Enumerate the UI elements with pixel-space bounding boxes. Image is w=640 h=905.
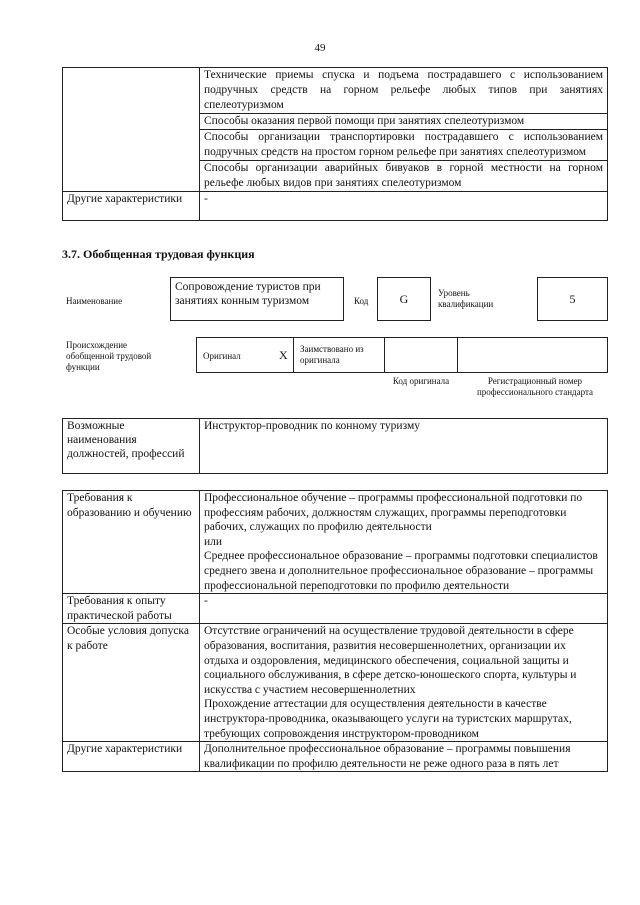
level-box: 5 — [537, 277, 608, 321]
table-row — [63, 491, 608, 594]
education-text-1: Профессиональное обучение – программы профессиональной подготовки по профессиям рабочих, должностям служащих, программы переподготовки рабочих, служащих по профилю деятельности — [204, 492, 583, 534]
table-row — [63, 192, 608, 221]
empty-label-cell — [63, 68, 200, 192]
table-row — [63, 419, 608, 474]
other-characteristics-label: Другие характеристики — [63, 192, 200, 221]
function-name-box: Сопровождение туристов при занятиях конным туризмом — [170, 277, 344, 321]
original-label: Оригинал — [203, 351, 241, 361]
special-conditions-value — [200, 624, 608, 742]
top-continuation-table — [62, 67, 608, 221]
table-cell: Способы организации транспортировки пострадавшего с использованием подручных средств на простом горном рельефе при занятиях спелеотуризмом — [200, 130, 608, 161]
table-row — [63, 68, 608, 114]
table-row — [63, 742, 608, 772]
occupations-label: Возможные наименования должностей, профессий — [63, 419, 200, 474]
education-label: Требования к образованию и обучению — [63, 491, 200, 594]
education-text-2: Среднее профессиональное образование – программы подготовки специалистов среднего звена и дополнительное профессиональное образование – программы профессиональной переподготовки по профилю деятельности — [204, 550, 598, 592]
occupations-table — [62, 418, 608, 474]
section-title: 3.7. Обобщенная трудовая функция — [62, 247, 255, 261]
requirements-table — [62, 490, 608, 772]
occupations-value: Инструктор-проводник по конному туризму — [200, 419, 608, 474]
code-original-caption: Код оригинала — [392, 376, 450, 386]
other-characteristics-value: Дополнительное профессиональное образование – программы повышения квалификации по профилю деятельности не реже одного раза в пять лет — [200, 742, 608, 772]
borrowed-label: Заимствовано из оригинала — [300, 344, 364, 365]
name-label: Наименование — [66, 296, 123, 306]
table-cell: Способы оказания первой помощи при занятиях спелеотуризмом — [200, 114, 608, 130]
page-number: 49 — [314, 42, 326, 54]
table-row — [63, 624, 608, 742]
code-box: G — [377, 277, 431, 321]
original-box — [196, 337, 294, 373]
experience-label: Требования к опыту практической работы — [63, 594, 200, 624]
code-original-box — [384, 337, 458, 373]
education-value — [200, 491, 608, 594]
reg-number-box — [457, 337, 608, 373]
education-or: или — [204, 535, 223, 548]
level-label: Уровень квалификации — [438, 288, 494, 309]
other-characteristics-value: - — [200, 192, 608, 221]
experience-value: - — [200, 594, 608, 624]
table-row — [63, 594, 608, 624]
other-characteristics-label: Другие характеристики — [63, 742, 200, 772]
special-conditions-text-1: Отсутствие ограничений на осуществление трудовой деятельности в сфере образования, воспитания, развития несовершеннолетних, организации их отдыха и оздоровления, медицинского обеспечения, социальной защиты и социального обслуживания, в сфере детско-юношеского спорта, культуры и искусства с участием несовершеннолетних — [204, 625, 577, 696]
table-cell: Способы организации аварийных бивуаков в горной местности на горном рельефе любых видов при занятиях спелеотуризмом — [200, 161, 608, 192]
original-mark: X — [279, 348, 288, 362]
special-conditions-label: Особые условия допуска к работе — [63, 624, 200, 742]
code-label: Код — [354, 296, 369, 306]
special-conditions-text-2: Прохождение аттестации для осуществления деятельности в качестве инструктора-проводника, оказывающего услуги на туристских маршрутах, требующих сопровождения инструктором-проводником — [204, 698, 572, 740]
borrowed-box — [293, 337, 385, 373]
origin-label: Происхождение обобщенной трудовой функции — [66, 340, 152, 372]
reg-number-caption: Регистрационный номер профессионального стандарта — [476, 376, 594, 397]
table-cell: Технические приемы спуска и подъема пострадавшего с использованием подручных средств на горном рельефе любых типов при занятиях спелеотуризмом — [200, 68, 608, 114]
